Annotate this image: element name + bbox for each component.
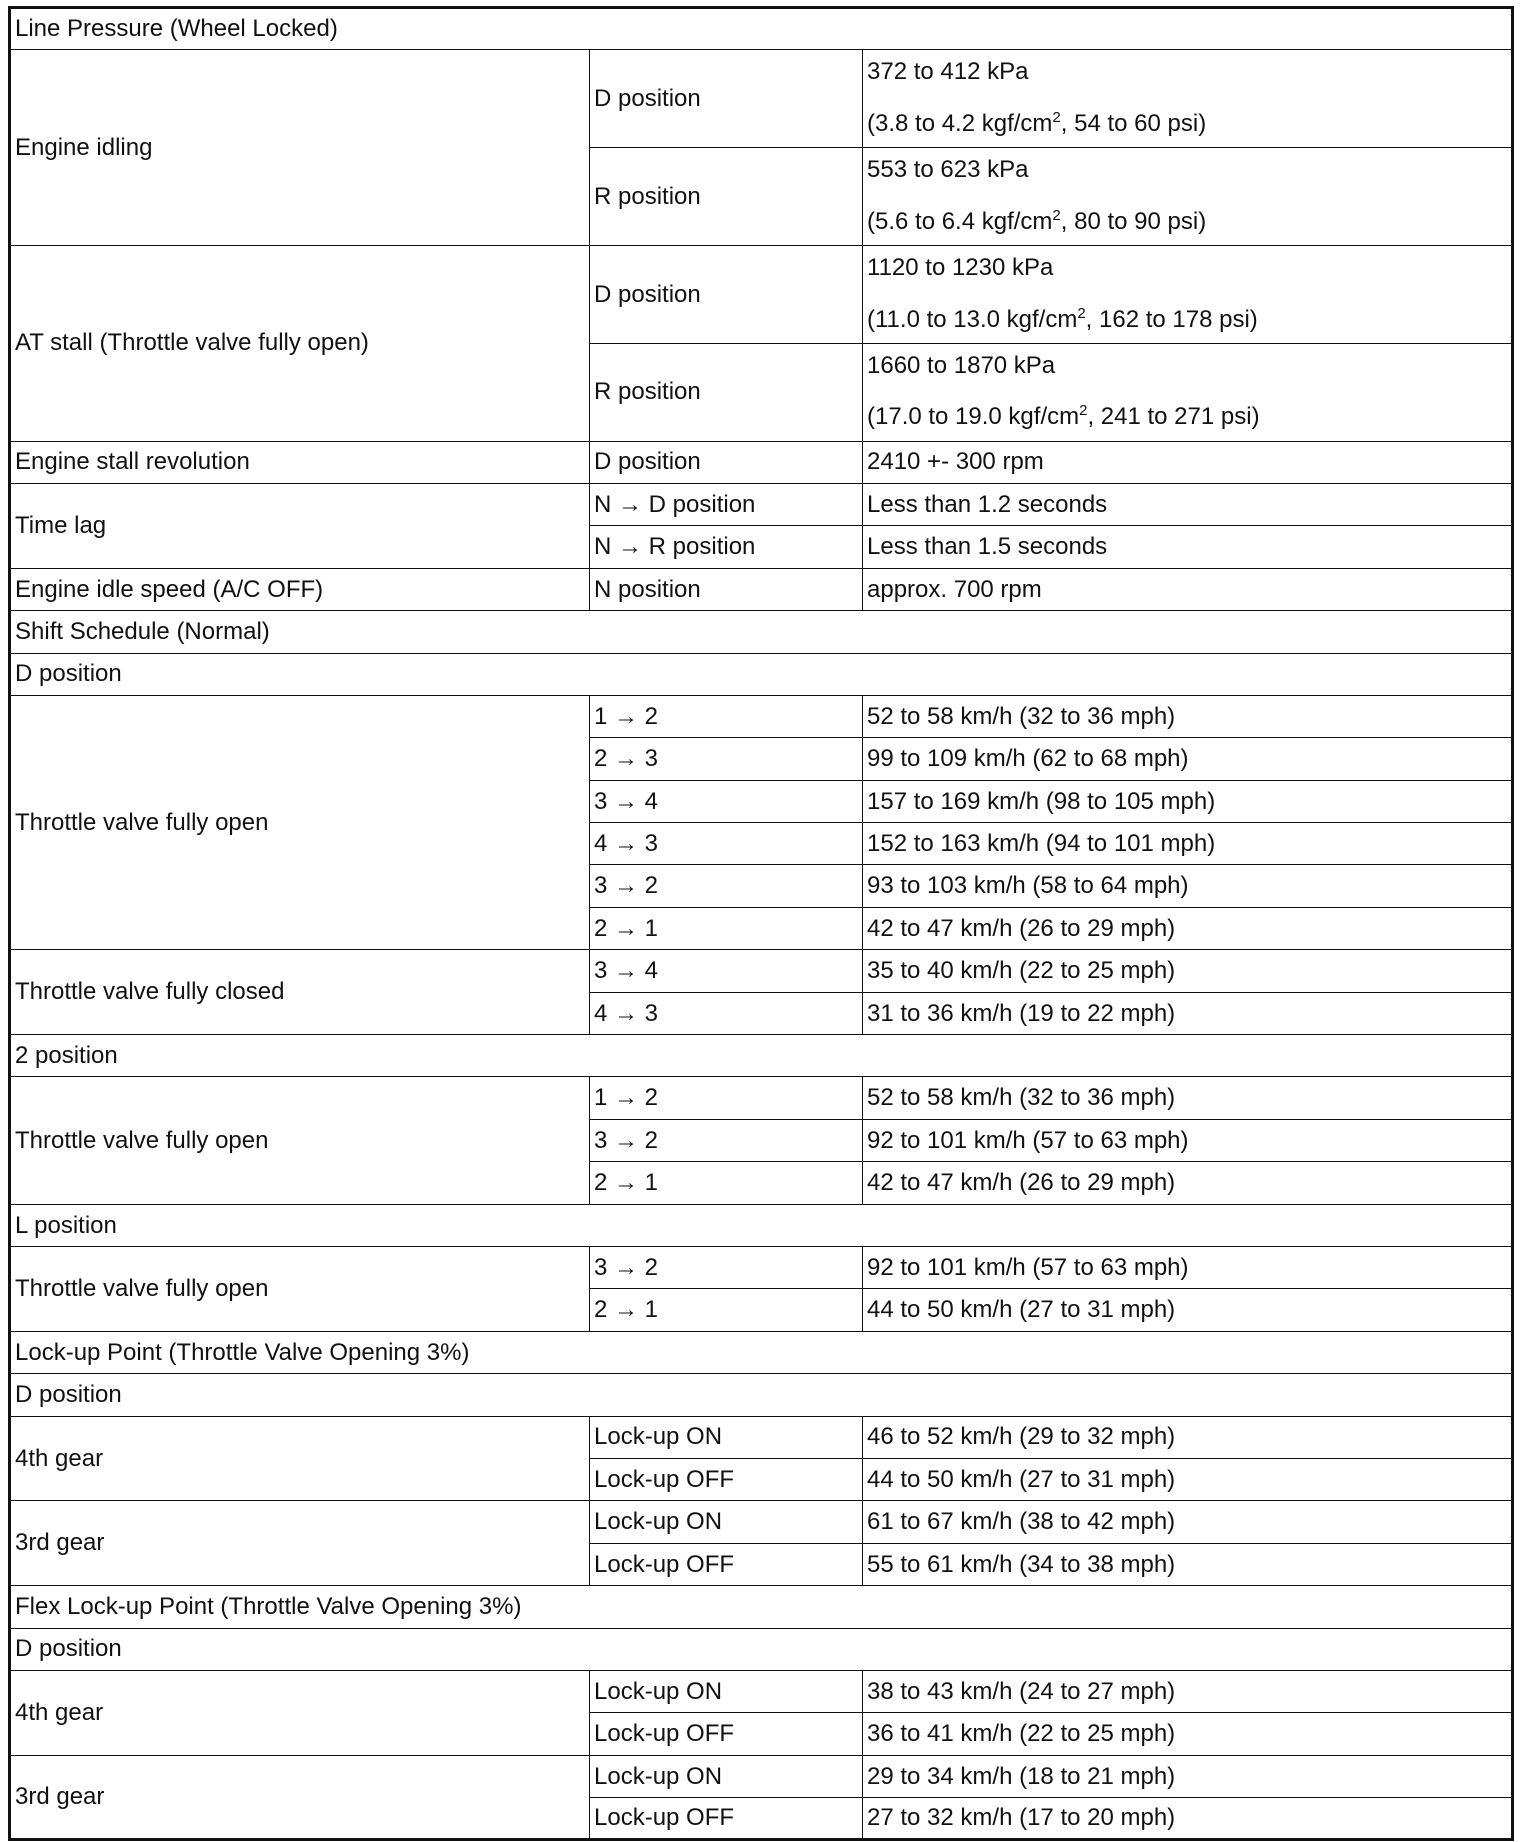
subsection-heading: D position xyxy=(10,1628,1513,1670)
position-cell: R position xyxy=(590,343,863,441)
subsection-row xyxy=(10,1374,1513,1416)
section-row xyxy=(10,8,1513,50)
pressure-kpa: 1120 to 1230 kPa xyxy=(867,253,1054,281)
section-heading: Lock-up Point (Throttle Valve Opening 3%) xyxy=(10,1331,1513,1373)
subsection-row xyxy=(10,1628,1513,1670)
row-label: Engine stall revolution xyxy=(10,441,590,483)
value-cell: 42 to 47 km/h (26 to 29 mph) xyxy=(863,1162,1513,1204)
row-label: AT stall (Throttle valve fully open) xyxy=(10,245,590,441)
value-cell: 52 to 58 km/h (32 to 36 mph) xyxy=(863,1077,1513,1119)
value-cell: 92 to 101 km/h (57 to 63 mph) xyxy=(863,1119,1513,1161)
value-cell: 152 to 163 km/h (94 to 101 mph) xyxy=(863,823,1513,865)
position-cell: D position xyxy=(590,441,863,483)
section-heading: Flex Lock-up Point (Throttle Valve Opening 3%) xyxy=(10,1586,1513,1628)
row-label: Throttle valve fully open xyxy=(10,1077,590,1204)
table-row xyxy=(10,441,1513,483)
table-row xyxy=(10,1755,1513,1797)
position-cell: N → D position xyxy=(590,483,863,525)
value-cell: 44 to 50 km/h (27 to 31 mph) xyxy=(863,1458,1513,1500)
value-cell xyxy=(863,343,1513,441)
value-cell: approx. 700 rpm xyxy=(863,568,1513,610)
value-cell: 44 to 50 km/h (27 to 31 mph) xyxy=(863,1289,1513,1331)
table-row xyxy=(10,245,1513,343)
value-cell: 99 to 109 km/h (62 to 68 mph) xyxy=(863,738,1513,780)
shift-cell: 3 → 2 xyxy=(590,1119,863,1161)
value-cell: 61 to 67 km/h (38 to 42 mph) xyxy=(863,1501,1513,1543)
value-cell: 92 to 101 km/h (57 to 63 mph) xyxy=(863,1247,1513,1289)
shift-cell: 3 → 2 xyxy=(590,865,863,907)
shift-cell: 3 → 4 xyxy=(590,950,863,992)
pressure-kpa: 372 to 412 kPa xyxy=(867,58,1029,86)
subsection-row xyxy=(10,1035,1513,1077)
lockup-state-cell: Lock-up ON xyxy=(590,1755,863,1797)
subsection-row xyxy=(10,653,1513,695)
value-cell xyxy=(863,245,1513,343)
section-heading: Shift Schedule (Normal) xyxy=(10,611,1513,653)
table-row xyxy=(10,695,1513,737)
position-cell: R position xyxy=(590,148,863,246)
position-cell: D position xyxy=(590,245,863,343)
shift-cell: 4 → 3 xyxy=(590,992,863,1034)
subsection-heading: D position xyxy=(10,653,1513,695)
table-row xyxy=(10,483,1513,525)
row-label: 4th gear xyxy=(10,1416,590,1501)
value-cell: 29 to 34 km/h (18 to 21 mph) xyxy=(863,1755,1513,1797)
section-row xyxy=(10,1586,1513,1628)
subsection-row xyxy=(10,1204,1513,1246)
table-row xyxy=(10,1670,1513,1712)
value-cell xyxy=(863,50,1513,148)
value-cell: 38 to 43 km/h (24 to 27 mph) xyxy=(863,1670,1513,1712)
table-row xyxy=(10,950,1513,992)
value-cell: 55 to 61 km/h (34 to 38 mph) xyxy=(863,1543,1513,1585)
subsection-heading: D position xyxy=(10,1374,1513,1416)
row-label: Throttle valve fully closed xyxy=(10,950,590,1035)
shift-cell: 3 → 4 xyxy=(590,780,863,822)
pressure-alt-units: (17.0 to 19.0 kgf/$cm^2$, 241 to 271 psi) xyxy=(867,402,1260,431)
row-label: Throttle valve fully open xyxy=(10,1247,590,1332)
section-heading: Line Pressure (Wheel Locked) xyxy=(10,8,1513,50)
lockup-state-cell: Lock-up ON xyxy=(590,1670,863,1712)
table-row xyxy=(10,568,1513,610)
value-cell: 2410 +- 300 rpm xyxy=(863,441,1513,483)
value-cell: Less than 1.5 seconds xyxy=(863,526,1513,568)
lockup-state-cell: Lock-up ON xyxy=(590,1501,863,1543)
pressure-kpa: 1660 to 1870 kPa xyxy=(867,351,1056,379)
position-cell: N position xyxy=(590,568,863,610)
spec-table xyxy=(8,6,1514,1841)
lockup-state-cell: Lock-up OFF xyxy=(590,1543,863,1585)
subsection-heading: L position xyxy=(10,1204,1513,1246)
value-cell: 27 to 32 km/h (17 to 20 mph) xyxy=(863,1798,1513,1840)
lockup-state-cell: Lock-up OFF xyxy=(590,1458,863,1500)
table-row xyxy=(10,50,1513,148)
shift-cell: 4 → 3 xyxy=(590,823,863,865)
row-label: Time lag xyxy=(10,483,590,568)
value-cell: 93 to 103 km/h (58 to 64 mph) xyxy=(863,865,1513,907)
row-label: 3rd gear xyxy=(10,1755,590,1840)
position-cell: D position xyxy=(590,50,863,148)
shift-cell: 1 → 2 xyxy=(590,1077,863,1119)
pressure-alt-units: (3.8 to 4.2 kgf/$cm^2$, 54 to 60 psi) xyxy=(867,108,1207,137)
row-label: 4th gear xyxy=(10,1670,590,1755)
section-row xyxy=(10,611,1513,653)
shift-cell: 2 → 3 xyxy=(590,738,863,780)
pressure-alt-units: (5.6 to 6.4 kgf/$cm^2$, 80 to 90 psi) xyxy=(867,206,1207,235)
shift-cell: 2 → 1 xyxy=(590,907,863,949)
lockup-state-cell: Lock-up OFF xyxy=(590,1713,863,1755)
value-cell: 31 to 36 km/h (19 to 22 mph) xyxy=(863,992,1513,1034)
table-row xyxy=(10,1247,1513,1289)
value-cell: Less than 1.2 seconds xyxy=(863,483,1513,525)
table-row xyxy=(10,1077,1513,1119)
value-cell: 36 to 41 km/h (22 to 25 mph) xyxy=(863,1713,1513,1755)
row-label: 3rd gear xyxy=(10,1501,590,1586)
row-label: Throttle valve fully open xyxy=(10,695,590,949)
row-label: Engine idle speed (A/C OFF) xyxy=(10,568,590,610)
shift-cell: 2 → 1 xyxy=(590,1289,863,1331)
position-cell: N → R position xyxy=(590,526,863,568)
value-cell xyxy=(863,148,1513,246)
pressure-alt-units: (11.0 to 13.0 kgf/$cm^2$, 162 to 178 psi) xyxy=(867,304,1258,333)
row-label: Engine idling xyxy=(10,50,590,246)
value-cell: 35 to 40 km/h (22 to 25 mph) xyxy=(863,950,1513,992)
value-cell: 157 to 169 km/h (98 to 105 mph) xyxy=(863,780,1513,822)
shift-cell: 3 → 2 xyxy=(590,1247,863,1289)
table-row xyxy=(10,1416,1513,1458)
value-cell: 46 to 52 km/h (29 to 32 mph) xyxy=(863,1416,1513,1458)
pressure-kpa: 553 to 623 kPa xyxy=(867,156,1029,184)
shift-cell: 2 → 1 xyxy=(590,1162,863,1204)
subsection-heading: 2 position xyxy=(10,1035,1513,1077)
shift-cell: 1 → 2 xyxy=(590,695,863,737)
section-row xyxy=(10,1331,1513,1373)
table-row xyxy=(10,1501,1513,1543)
value-cell: 52 to 58 km/h (32 to 36 mph) xyxy=(863,695,1513,737)
lockup-state-cell: Lock-up ON xyxy=(590,1416,863,1458)
lockup-state-cell: Lock-up OFF xyxy=(590,1798,863,1840)
value-cell: 42 to 47 km/h (26 to 29 mph) xyxy=(863,907,1513,949)
